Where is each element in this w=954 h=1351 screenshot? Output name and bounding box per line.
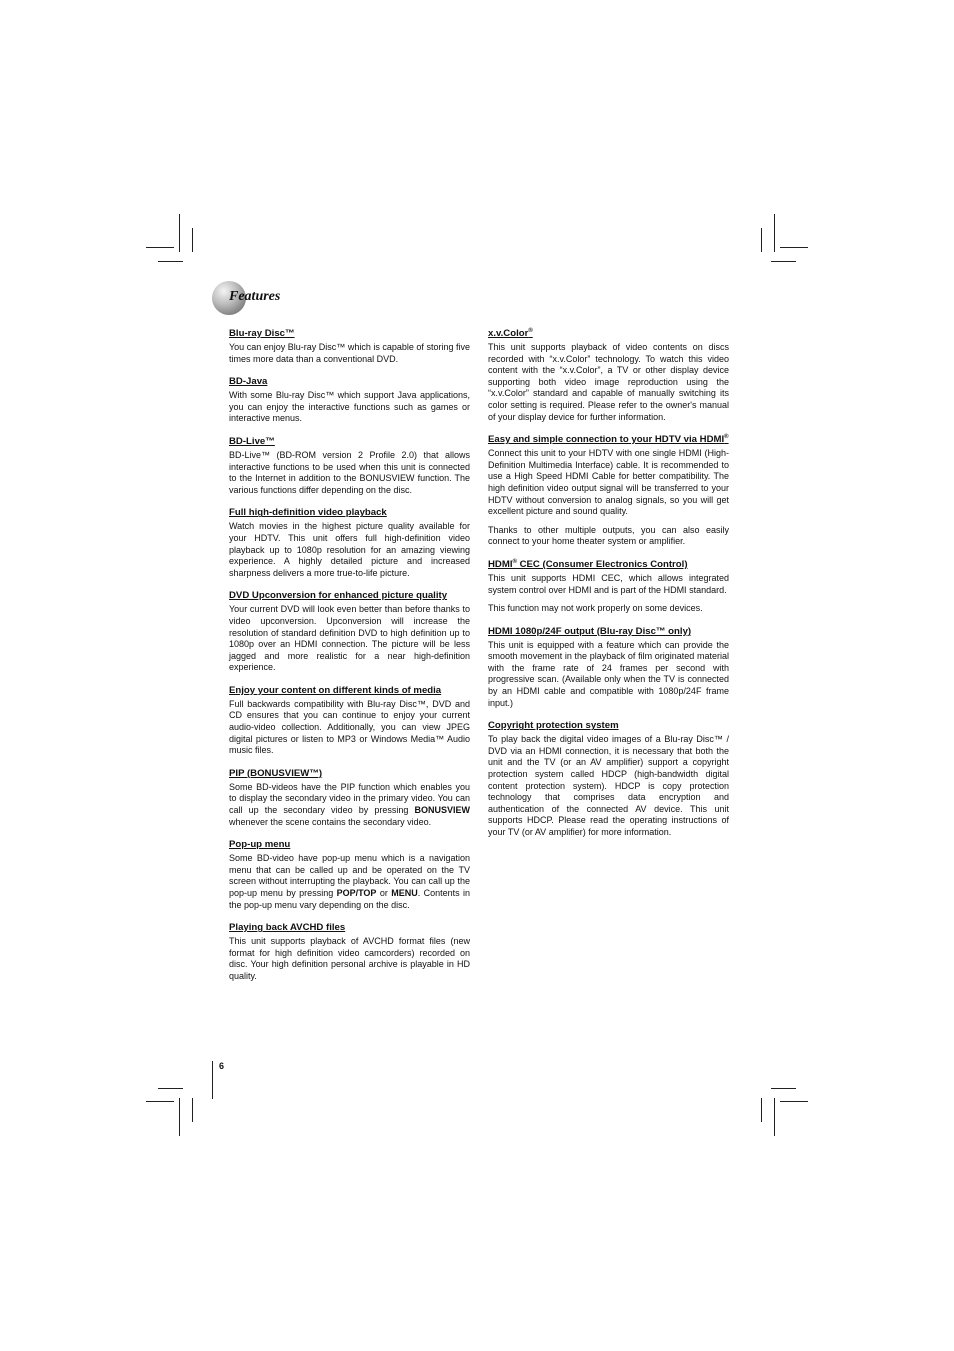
section-heading: Full high-definition video playback [229, 507, 387, 519]
section-heading: Copyright protection system [488, 720, 619, 732]
section-heading: Pop-up menu [229, 839, 291, 851]
section-xv-color [488, 328, 729, 423]
crop-mark [771, 261, 796, 262]
section-paragraph: Your current DVD will look even better than before thanks to video upconversion. Upconversion will increase the resolution of standard definition DVD to high definition up to 1080p over an HDMI connection. The picture will be less jagged and more realistic for a near high-definition experience. [229, 604, 470, 673]
section-paragraph: You can enjoy Blu-ray Disc™ which is capable of storing five times more data than a conventional DVD. [229, 342, 470, 364]
button-reference: POP/TOP [336, 888, 377, 898]
crop-mark [761, 228, 762, 252]
crop-mark [146, 1101, 174, 1102]
page-title: Features [229, 289, 281, 304]
section-heading: Playing back AVCHD files [229, 922, 346, 934]
crop-mark [192, 228, 193, 252]
crop-mark [179, 1098, 180, 1136]
page-number: 6 [219, 1061, 225, 1071]
left-column [229, 328, 470, 994]
section-full-hd-playback [229, 507, 470, 579]
button-reference: BONUSVIEW [414, 805, 470, 816]
right-column [488, 328, 729, 850]
section-paragraph: To play back the digital video images of a Blu-ray Disc™ / DVD via an HDMI connection, it is necessary that both the unit and the TV (or an AV amplifier) support a copyright protection system called HDCP (high-bandwidth digital content protection system). HDCP is copy protection technology that comprises data encryption and authentication of the connected AV device. This unit supports HDCP. Please read the operating instructions of your TV (or AV amplifier) for more information. [488, 734, 729, 837]
section-heading: BD-Live™ [229, 435, 275, 447]
section-heading: Enjoy your content on different kinds of media [229, 684, 442, 696]
page-number-rule [212, 1061, 213, 1099]
section-paragraph: Some BD-videos have the PIP function which enables you to display the secondary video in the primary video. You can call up the secondary video by pressing BONUSVIEW whenever the scene contains the secondary video. [229, 781, 470, 827]
section-bd-java [229, 376, 470, 425]
section-paragraph: With some Blu-ray Disc™ which support Java applications, you can enjoy the interactive functions such as games or interactive menus. [229, 390, 470, 424]
section-paragraph: Watch movies in the highest picture quality available for your HDTV. This unit offers full high-definition video playback up to 1080p resolution for an amazing viewing experience. A highly detailed picture and increased sharpness delivers a more true-to-life picture. [229, 521, 470, 578]
section-dvd-upconversion [229, 590, 470, 674]
section-bd-live [229, 436, 470, 496]
section-copyright-protection [488, 720, 729, 838]
crop-mark [774, 214, 775, 252]
section-paragraph: BD-Live™ (BD-ROM version 2 Profile 2.0) that allows interactive functions to be used when this unit is connected to the Internet in addition to the BONUSVIEW function. The various functions differ depending on the disc. [229, 449, 470, 495]
crop-mark [192, 1098, 193, 1122]
section-paragraph: This unit supports playback of AVCHD format files (new format for high definition video camcorders) recorded on disc. Your high definition personal archive is playable in HD quality. [229, 936, 470, 981]
section-hdmi-1080p-24f [488, 626, 729, 710]
section-heading: BD-Java [229, 376, 268, 388]
section-heading: Blu-ray Disc™ [229, 328, 295, 339]
section-paragraph: Full backwards compatibility with Blu-ray Disc™, DVD and CD ensures that you can continue to enjoy your current audio-video collection. Additionally, you can view JPEG digital pictures or listen to MP3 or Windows Media™ Audio music files. [229, 698, 470, 756]
section-paragraph: This unit is equipped with a feature which can provide the smooth movement in the playback of film originated material with the frame rate of 24 frames per second with progressive scan. (Available only when the TV is connected by an HDMI cable and compatible with 1080p/24F frame input.) [488, 639, 729, 708]
section-heading: Easy and simple connection to your HDTV via HDMI® [488, 433, 729, 446]
section-different-media [229, 685, 470, 757]
section-paragraph: Some BD-video have pop-up menu which is a navigation menu that can be called up and be operated on the TV screen without interrupting the playback. You can call up the pop-up menu by pressing POP/TOP or MENU. Contents in the pop-up menu vary depending on the disc. [229, 853, 470, 910]
section-heading: HDMI 1080p/24F output (Blu-ray Disc™ only) [488, 625, 692, 637]
section-heading: DVD Upconversion for enhanced picture quality [229, 590, 448, 602]
section-heading: PIP (BONUSVIEW™) [229, 767, 323, 779]
section-hdmi-cec [488, 559, 729, 615]
crop-mark [158, 261, 183, 262]
crop-mark [158, 1088, 183, 1089]
crop-mark [780, 1101, 808, 1102]
section-pip-bonusview [229, 768, 470, 828]
crop-mark [761, 1098, 762, 1122]
section-blu-ray-disc [229, 328, 470, 365]
crop-mark [771, 1088, 796, 1089]
section-avchd-files [229, 922, 470, 982]
section-heading: HDMI® CEC (Consumer Electronics Control) [488, 558, 688, 570]
crop-mark [179, 214, 180, 252]
crop-mark [146, 247, 174, 248]
section-pop-up-menu [229, 839, 470, 911]
crop-mark [774, 1098, 775, 1136]
section-paragraph: This function may not work properly on some devices. [488, 603, 703, 614]
button-reference: MENU [391, 888, 418, 898]
section-paragraph: This unit supports playback of video contents on discs recorded with “x.v.Color” technology. To watch this video content with the “x.v.Color”, a TV or other display device supporting both video image reproduction using the “x.v.Color” standard and capable of manually switching its color setting is required. Please refer to the owner's manual of your display device for further information. [488, 342, 729, 422]
section-paragraph: This unit supports HDMI CEC, which allows integrated system control over HDMI and is part of the HDMI standard. [488, 572, 729, 595]
section-paragraph: Connect this unit to your HDTV with one single HDMI (High-Definition Multimedia Interface) cable. It is recommended to use a High Speed HDMI Cable for better compatibility. The high definition video output signal will be transferred to your HDTV without conversion to analog signals, so you will get excellent picture and sound quality. [488, 448, 729, 517]
section-paragraph: Thanks to other multiple outputs, you can also easily connect to your home theater system or amplifier. [488, 524, 729, 547]
crop-mark [780, 247, 808, 248]
section-hdmi-connection [488, 434, 729, 548]
section-heading: x.v.Color® [488, 327, 533, 339]
